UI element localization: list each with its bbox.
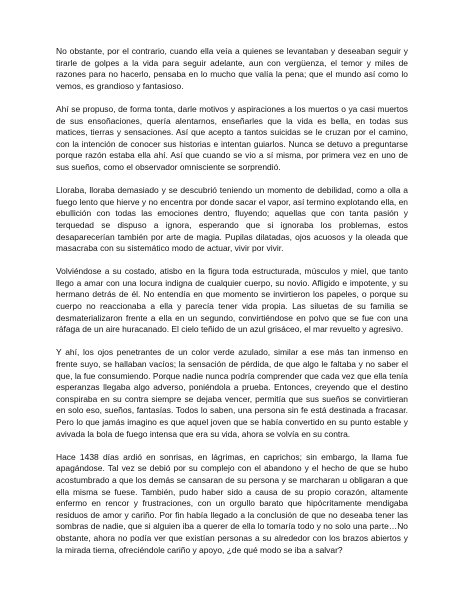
paragraph-2: Ahí se propuso, de forma tonta, darle motivos y aspiraciones a los muertos o ya casi muertos de sus ensoñaciones, quería alentarnos, enseñarles que la vida es bella, en todas sus matices, tierras y sensaciones. Así que acepto a tantos suicidas se le cruzan por el camino, con la intención de conocer sus historias e intentan guiarlos. Nunca se detuvo a preguntarse porque razón estaba ella ahí. Así que cuando se vio a sí misma, por primera vez en uno de sus sueños, como el observador omnisciente se sorprendió. <box>56 103 408 172</box>
paragraph-3: Lloraba, lloraba demasiado y se descubrió teniendo un momento de debilidad, como a olla a fuego lento que hierve y no encentra por donde sacar el vapor, así termino explotando ella, en ebullición con todas las emociones dentro, fluyendo; aquellas que con tanta pasión y terquedad se dispuso a ignora, esperando que si ignoraba los problemas, estos desaparecerían también por arte de magia. Pupilas dilatadas, ojos acuosos y la oleada que masacraba con su sistemático modo de actuar, vivir por vivir. <box>56 185 408 254</box>
paragraph-1: No obstante, por el contrario, cuando ella veía a quienes se levantaban y deseaban seguir y tirarle de golpes a la vida para seguir adelante, aun con vergüenza, el temor y miles de razones para no hacerlo, pensaba en lo mucho que valía la pena; que el mundo así como lo vemos, es grandioso y fantasioso. <box>56 46 408 91</box>
document-page <box>56 46 408 568</box>
paragraph-6: Hace 1438 días ardió en sonrisas, en lágrimas, en caprichos; sin embargo, la llama fue apagándose. Tal vez se debió por su complejo con el abandono y el hecho de que se hubo acostumbrado a que los demás se cansaran de su persona y se marcharan u obligaran a que ella misma se fuese. También, pudo haber sido a causa de su propio corazón, altamente enfermo en rencor y frustraciones, con un orgullo barato que hipócritamente mendigaba residuos de amor y cariño. Por fin había llegado a la conclusión de que no deseaba tener las sombras de nadie, que si alguien iba a querer de ella lo tomaría todo y no solo una parte…No obstante, ahora no podía ver que existían personas a su alrededor con los brazos abiertos y la mirada tierna, ofreciéndole cariño y apoyo, ¿de qué modo se iba a salvar? <box>56 451 408 555</box>
paragraph-4: Volviéndose a su costado, atisbo en la figura toda estructurada, músculos y miel, que tanto llego a amar con una locura indigna de cualquier cuerpo, su novio. Afligido e impotente, y su hermano detrás de él. No entendía en que momento se invirtieron los papeles, o porque su cuerpo no reaccionaba a ella y parecía tener vida propia. Las siluetas de su familia se desmaterializaron frente a ella en un segundo, convirtiéndose en polvo que se fue con una ráfaga de un aire huracanado. El cielo teñido de un azul grisáceo, el mar revuelto y agresivo. <box>56 266 408 335</box>
paragraph-5: Y ahí, los ojos penetrantes de un color verde azulado, similar a ese más tan inmenso en frente suyo, se hallaban vacíos; la sensación de pérdida, de que algo le faltaba y no saber el que, la fue consumiendo. Porque nadie nunca podría comprender que cada vez que ella tenía esperanzas llegaba algo adverso, poniéndola a prueba. Entonces, creyendo que el destino conspiraba en su contra siempre se dejaba vencer, permitía que sus sueños se convirtieran en solo eso, sueños, fantasías. Todos lo saben, una persona sin fe está destinada a fracasar. Pero lo que jamás imagino es que aquel joven que se había convertido en su punto estable y avivada la bola de fuego intensa que era su vida, ahora se volvía en su contra. <box>56 347 408 439</box>
